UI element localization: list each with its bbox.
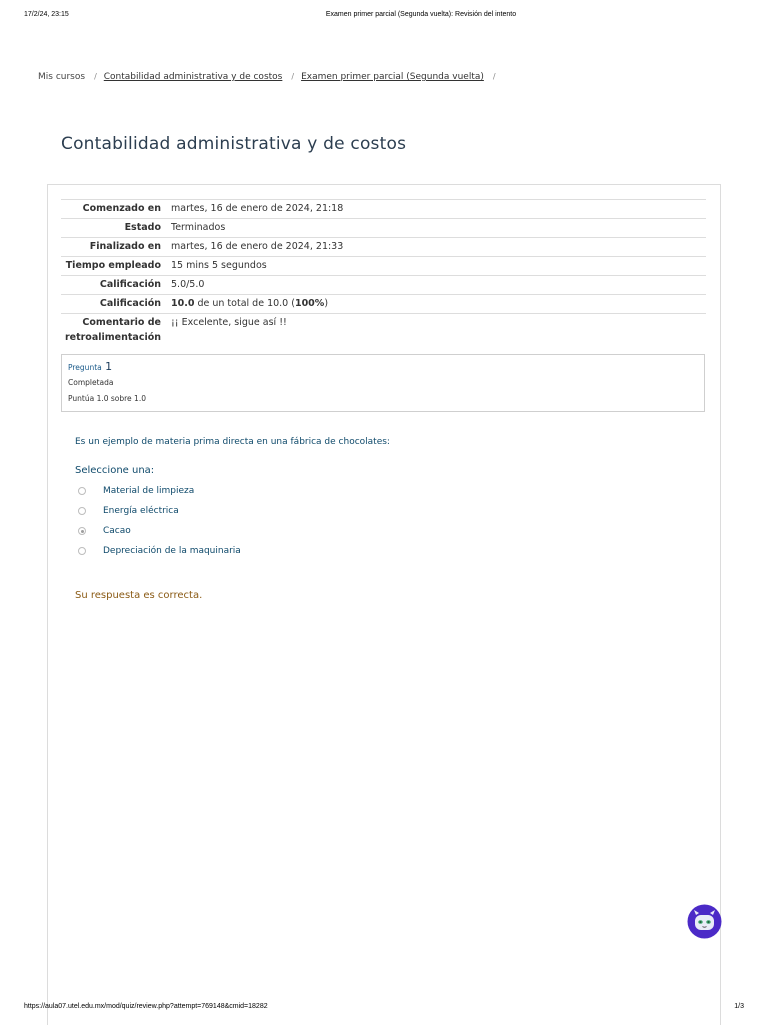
summary-row-marks	[61, 276, 706, 295]
breadcrumb-item-course[interactable]: Contabilidad administrativa y de costos	[103, 72, 283, 82]
answer-option-label: Material de limpieza	[103, 486, 195, 496]
summary-row-grade	[61, 295, 706, 314]
breadcrumb-separator: /	[492, 72, 496, 81]
grade-total: de un total de 10.0 (	[194, 298, 295, 309]
summary-row-started	[61, 200, 706, 219]
summary-label: Tiempo empleado	[65, 260, 161, 271]
answer-option[interactable]	[78, 501, 241, 521]
summary-value: martes, 16 de enero de 2024, 21:18	[171, 203, 344, 214]
summary-value	[171, 295, 706, 314]
print-page-number: 1/3	[734, 1003, 744, 1010]
summary-value: 15 mins 5 segundos	[171, 260, 267, 271]
question-grade: Puntúa 1.0 sobre 1.0	[68, 394, 146, 403]
breadcrumb-separator: /	[94, 72, 97, 81]
question-number-prefix: Pregunta	[68, 363, 102, 372]
radio-button[interactable]	[78, 487, 86, 495]
question-number-value: 1	[105, 360, 113, 373]
summary-row-state	[61, 219, 706, 238]
grade-value: 10.0	[171, 298, 195, 309]
breadcrumb-item-mis-cursos[interactable]: Mis cursos	[38, 72, 86, 82]
print-document-title: Examen primer parcial (Segunda vuelta): Revisión del intento	[325, 11, 517, 18]
summary-row-feedback	[61, 314, 706, 348]
question-number	[68, 360, 112, 373]
grade-percent: 100%	[294, 298, 325, 309]
answer-feedback: Su respuesta es correcta.	[75, 590, 203, 601]
attempt-summary-table	[61, 199, 706, 347]
radio-button[interactable]	[78, 547, 86, 555]
question-info-box	[61, 354, 705, 412]
question-state: Completada	[68, 378, 114, 387]
summary-value: martes, 16 de enero de 2024, 21:33	[171, 241, 344, 252]
summary-label: Calificación	[99, 298, 161, 309]
question-text: Es un ejemplo de materia prima directa en una fábrica de chocolates:	[75, 437, 390, 447]
summary-row-time	[61, 257, 706, 276]
print-timestamp: 17/2/24, 23:15	[24, 11, 69, 18]
summary-label: Calificación	[99, 279, 161, 290]
print-header	[0, 11, 768, 23]
answer-options	[78, 481, 241, 561]
summary-label: Comenzado en	[82, 203, 161, 214]
answer-option[interactable]	[78, 521, 241, 541]
summary-value: 5.0/5.0	[171, 279, 205, 290]
answer-option[interactable]	[78, 541, 241, 561]
chatbot-icon	[687, 904, 722, 939]
chatbot-button[interactable]	[687, 904, 722, 939]
radio-button[interactable]	[78, 507, 86, 515]
summary-value: ¡¡ Excelente, sigue así !!	[171, 317, 287, 328]
summary-value: Terminados	[171, 222, 226, 233]
summary-label: Comentario de retroalimentación	[64, 317, 161, 343]
page-title: Contabilidad administrativa y de costos	[61, 134, 407, 154]
summary-row-finished	[61, 238, 706, 257]
breadcrumb	[38, 72, 503, 82]
answer-option-label: Depreciación de la maquinaria	[103, 546, 241, 556]
answer-option-label: Energía eléctrica	[103, 506, 179, 516]
print-url: https://aula07.utel.edu.mx/mod/quiz/review.php?attempt=769148&cmid=18282	[24, 1003, 268, 1010]
answer-prompt: Seleccione una:	[75, 465, 155, 476]
answer-option[interactable]	[78, 481, 241, 501]
breadcrumb-separator: /	[291, 72, 295, 81]
radio-button-selected[interactable]	[78, 527, 86, 535]
summary-label: Estado	[124, 222, 161, 233]
answer-option-label: Cacao	[103, 526, 131, 536]
breadcrumb-item-quiz[interactable]: Examen primer parcial (Segunda vuelta)	[301, 72, 484, 82]
summary-label: Finalizado en	[89, 241, 161, 252]
grade-close: )	[324, 298, 329, 309]
